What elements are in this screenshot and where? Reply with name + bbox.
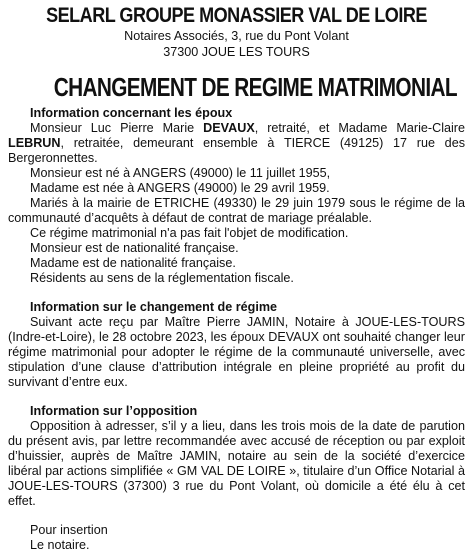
spouses-section xyxy=(8,106,465,286)
opposition-heading: Information sur l’opposition xyxy=(30,404,198,418)
company-name: SELARL GROUPE MONASSIER VAL DE LOIRE xyxy=(46,4,427,27)
no-modification: Ce régime matrimonial n'a pas fait l'objet de modification. xyxy=(30,226,349,240)
wife-surname: LEBRUN xyxy=(8,136,61,150)
wife-birth: Madame est née à ANGERS (49000) le 29 avril 1959. xyxy=(30,181,330,195)
spouses-identity xyxy=(8,121,465,166)
spouses-text-c: , retraitée, demeurant ensemble à TIERCE (49125) 17 rue des Bergeronnettes. xyxy=(8,136,465,165)
closing-line2: Le notaire. xyxy=(30,538,90,552)
section-spacer xyxy=(8,509,465,523)
company-address-line1: Notaires Associés, 3, rue du Pont Volant xyxy=(124,29,349,43)
spouses-text-a: Monsieur Luc Pierre Marie xyxy=(30,121,204,135)
opposition-section xyxy=(8,404,465,509)
change-body: Suivant acte reçu par Maître Pierre JAMIN, Notaire à JOUE-LES-TOURS (Indre-et-Loire), le 28 octobre 2023, les époux DEVAUX ont souhaité changer leur régime matrimonial pour adopter le régime de la communauté universelle, avec stipulation d’une clause d’attribution intégrale en pleine propriété au profit du survivant d’entre eux. xyxy=(8,315,465,389)
marriage-info: Mariés à la mairie de ETRICHE (49330) le 29 juin 1979 sous le régime de la communauté d’acquêts à défaut de contrat de mariage préalable. xyxy=(8,196,465,225)
wife-nationality: Madame est de nationalité française. xyxy=(30,256,236,270)
tax-residence: Résidents au sens de la réglementation fiscale. xyxy=(30,271,294,285)
spouses-heading: Information concernant les époux xyxy=(30,106,233,120)
husband-surname: DEVAUX xyxy=(203,121,255,135)
company-address-line2: 37300 JOUE LES TOURS xyxy=(163,45,310,59)
spouses-text-b: , retraité, et Madame Marie-Claire xyxy=(254,121,465,135)
husband-nationality: Monsieur est de nationalité française. xyxy=(30,241,239,255)
opposition-body: Opposition à adresser, s’il y a lieu, dans les trois mois de la date de parution du présent avis, par lettre recommandée avec accusé de réception ou par exploit d’huissier, auprès de Maître JAMIN, notaire au sein de la société d’exercice libéral par actions simplifiée « GM VAL DE LOIRE », titulaire d’un Office Notarial à JOUE-LES-TOURS (37300) 3 rue du Pont Volant, où domicile a été élu à cet effet. xyxy=(8,419,465,508)
closing-line1: Pour insertion xyxy=(30,523,108,537)
section-spacer xyxy=(8,286,465,300)
closing-section xyxy=(8,523,465,553)
change-section xyxy=(8,300,465,390)
husband-birth: Monsieur est né à ANGERS (49000) le 11 juillet 1955, xyxy=(30,166,331,180)
section-spacer xyxy=(8,390,465,404)
change-heading: Information sur le changement de régime xyxy=(30,300,278,314)
notice-title: CHANGEMENT DE REGIME MATRIMONIAL xyxy=(53,72,457,102)
